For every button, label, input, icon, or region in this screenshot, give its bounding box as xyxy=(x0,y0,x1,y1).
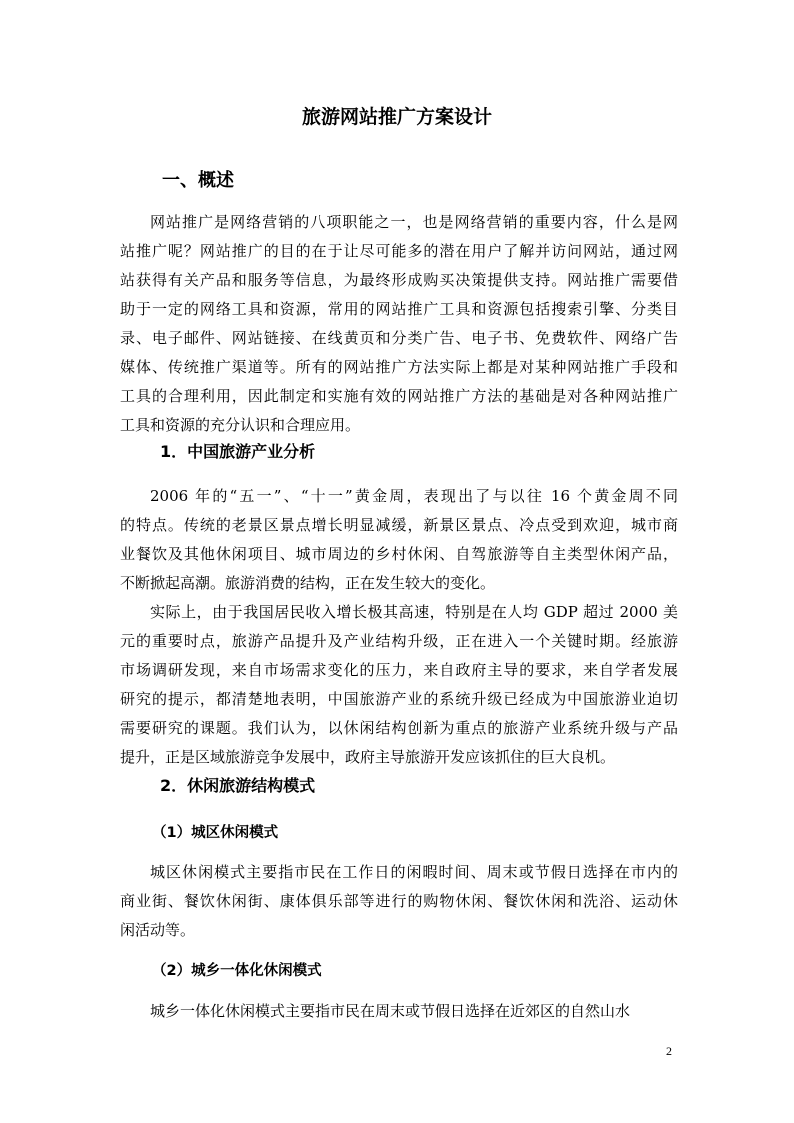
text-line: 2006 年的“五一”、“十一”黄金周，表现出了与以往 16 个黄金周不同 xyxy=(150,487,678,505)
text-line: 实际上，由于我国居民收入增长极其高速，特别是在人均 GDP 超过 2000 美 xyxy=(150,603,678,621)
text-line: 工具的合理利用，因此制定和实施有效的网站推广方法的基础是对各种网站推广 xyxy=(120,387,678,405)
text-line: 工具和资源的充分认识和合理应用。 xyxy=(120,416,361,434)
text-line: 市场调研发现，来自市场需求变化的压力，来自政府主导的要求，来自学者发展 xyxy=(120,661,678,679)
overview-paragraph xyxy=(120,208,678,440)
text-line: 录、电子邮件、网站链接、在线黄页和分类广告、电子书、免费软件、网络广告 xyxy=(120,329,678,347)
text-line: 元的重要时点，旅游产品提升及产业结构升级，正在进入一个关键时期。经旅游 xyxy=(120,632,678,650)
text-line: 助于一定的网络工具和资源，常用的网站推广工具和资源包括搜索引擎、分类目 xyxy=(120,300,678,318)
text-line: 不断掀起高潮。旅游消费的结构，正在发生较大的变化。 xyxy=(120,574,496,592)
text-line: 网站推广是网络营销的八项职能之一，也是网络营销的重要内容，什么是网 xyxy=(150,213,678,231)
subsection-2-heading: （2）城乡一体化休闲模式 xyxy=(152,963,322,979)
subsection-1-paragraph xyxy=(120,858,678,945)
text-line: 站推广呢？网站推广的目的在于让尽可能多的潜在用户了解并访问网站，通过网 xyxy=(120,242,678,260)
text-line: 提升，正是区域旅游竞争发展中，政府主导旅游开发应该抓住的巨大良机。 xyxy=(120,748,616,766)
text-line: 商业街、餐饮休闲街、康体俱乐部等进行的购物休闲、餐饮休闲和洗浴、运动休 xyxy=(120,892,678,910)
subsection-1-heading: （1）城区休闲模式 xyxy=(152,825,279,841)
text-line: 城区休闲模式主要指市民在工作日的闲暇时间、周末或节假日选择在市内的 xyxy=(150,863,678,881)
text-line: 研究的提示，都清楚地表明，中国旅游产业的系统升级已经成为中国旅游业迫切 xyxy=(120,690,678,708)
text-line: 站获得有关产品和服务等信息，为最终形成购买决策提供支持。网站推广需要借 xyxy=(120,271,678,289)
section-1-heading: 1．中国旅游产业分析 xyxy=(160,442,316,461)
section-1-paragraph-2 xyxy=(120,598,678,772)
text-line: 的特点。传统的老景区景点增长明显减缓，新景区景点、冷点受到欢迎，城市商 xyxy=(120,516,678,534)
text-line: 需要研究的课题。我们认为，以休闲结构创新为重点的旅游产业系统升级与产品 xyxy=(120,719,678,737)
section-2-heading: 2．休闲旅游结构模式 xyxy=(160,776,316,795)
section-overview-heading: 一、概述 xyxy=(162,170,234,191)
text-line: 城乡一体化休闲模式主要指市民在周末或节假日选择在近郊区的自然山水 xyxy=(150,1002,631,1020)
text-line: 业餐饮及其他休闲项目、城市周边的乡村休闲、自驾旅游等自主类型休闲产品， xyxy=(120,545,678,563)
subsection-2-paragraph xyxy=(120,997,678,1026)
page-number: 2 xyxy=(666,1044,672,1058)
section-1-paragraph-1 xyxy=(120,482,678,598)
text-line: 媒体、传统推广渠道等。所有的网站推广方法实际上都是对某种网站推广手段和 xyxy=(120,358,678,376)
text-line: 闲活动等。 xyxy=(120,921,196,939)
document-title: 旅游网站推广方案设计 xyxy=(301,106,492,128)
